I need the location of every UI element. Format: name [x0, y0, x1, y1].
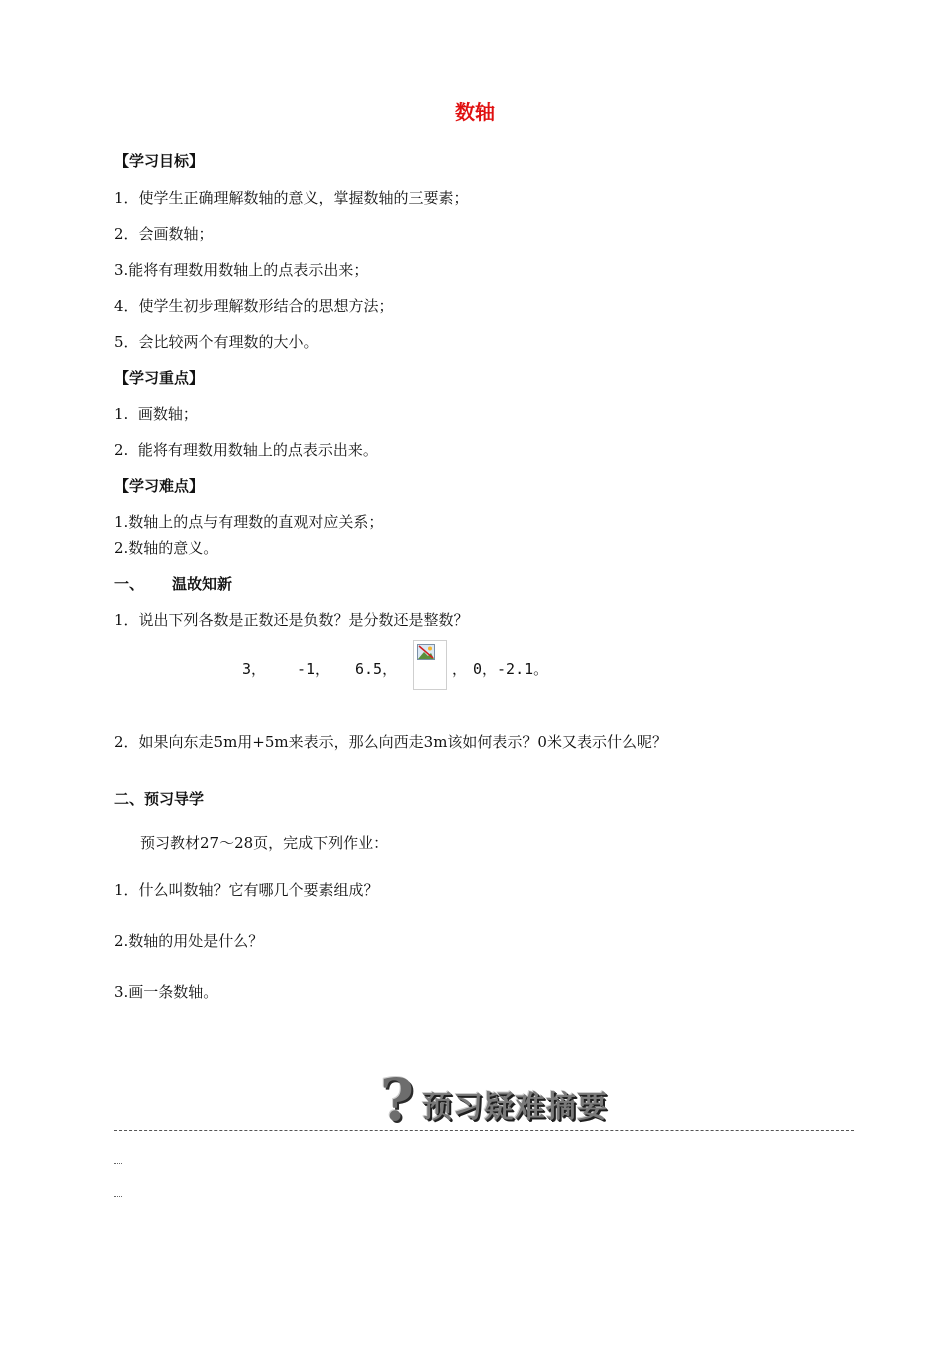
difficulty-item: 1.数轴上的点与有理数的直观对应关系；	[114, 513, 384, 531]
objective-item: 1．使学生正确理解数轴的意义，掌握数轴的三要素；	[114, 189, 469, 207]
keypoint-item: 1. 画数轴；	[114, 405, 198, 423]
divider	[114, 1130, 854, 1131]
number-item: -1，	[297, 660, 331, 678]
preview-item: 1．什么叫数轴？它有哪几个要素组成？	[114, 881, 379, 899]
review-question-2: 2．如果向东走5m用+5m来表示，那么向西走3m该如何表示？0米又表示什么呢？	[114, 733, 667, 751]
review-question-1: 1．说出下列各数是正数还是负数？是分数还是整数？	[114, 611, 469, 629]
banner-title: 预习疑难摘要	[422, 1090, 608, 1125]
preview-item: 3.画一条数轴。	[114, 983, 219, 1001]
difficulties-heading: 【学习难点】	[114, 477, 205, 495]
review-heading-number: 一、	[114, 575, 145, 593]
number-item: 0，-2.1。	[473, 660, 549, 678]
objectives-heading: 【学习目标】	[114, 152, 205, 170]
question-mark-icon: ?	[380, 1066, 414, 1134]
answer-line	[114, 1196, 122, 1197]
answer-line	[114, 1163, 122, 1164]
objective-item: 5．会比较两个有理数的大小。	[114, 333, 319, 351]
number-item: ，	[452, 660, 468, 678]
objective-item: 2．会画数轴；	[114, 225, 214, 243]
broken-image-icon	[417, 644, 435, 660]
page-title: 数轴	[455, 100, 495, 124]
number-item: 6.5，	[355, 660, 398, 678]
review-heading: 温故知新	[172, 575, 233, 593]
preview-intro: 预习教材27～28页，完成下列作业：	[140, 834, 389, 852]
difficulty-item: 2.数轴的意义。	[114, 539, 219, 557]
objective-item: 3.能将有理数用数轴上的点表示出来；	[114, 261, 369, 279]
objective-item: 4．使学生初步理解数形结合的思想方法；	[114, 297, 394, 315]
preview-item: 2.数轴的用处是什么？	[114, 932, 264, 950]
preview-heading: 二、预习导学	[114, 790, 205, 808]
keypoint-item: 2. 能将有理数用数轴上的点表示出来。	[114, 441, 378, 459]
number-item: 3，	[242, 660, 267, 678]
keypoints-heading: 【学习重点】	[114, 369, 205, 387]
fraction-image	[413, 640, 447, 690]
summary-banner	[380, 1066, 640, 1134]
